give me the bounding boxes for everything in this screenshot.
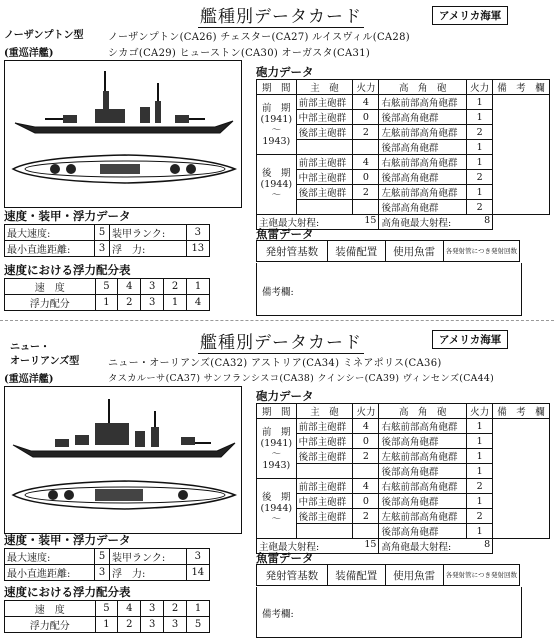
table-row: 後部高角砲群 1 bbox=[257, 524, 550, 539]
col-main-gun: 主 砲 bbox=[296, 404, 353, 419]
col-aa-fire-power: 火力 bbox=[467, 80, 493, 95]
col-aa-gun: 高 角 砲 bbox=[379, 404, 467, 419]
buoyancy-label: 浮 力: bbox=[110, 565, 187, 581]
torpedo-title: 魚雷データ bbox=[256, 551, 314, 565]
navy-label: アメリカ海軍 bbox=[432, 6, 508, 25]
table-row: 後 期 (1944) 〜 前部主砲群 4 右舷前部高角砲群 2 bbox=[257, 479, 550, 494]
torpedo-layout: 装備配置 bbox=[327, 241, 385, 262]
table-row: 後部主砲群 2 左舷前部高角砲群 1 bbox=[257, 449, 550, 464]
card-title: 艦種別データカード bbox=[198, 328, 364, 354]
table-row: 中部主砲群 0 後部高角砲群 1 bbox=[257, 110, 550, 125]
speed-label: 速 度 bbox=[5, 279, 96, 295]
ship-drawing-box bbox=[4, 60, 242, 208]
col-main-gun: 主 砲 bbox=[296, 80, 353, 95]
float-title: 速度における浮力配分表 bbox=[4, 263, 131, 277]
table-row: 後部高角砲群 1 bbox=[257, 464, 550, 479]
stats-title: 速度・装甲・浮力データ bbox=[4, 533, 131, 547]
torpedo-note: 各発射管につき発射回数 bbox=[443, 565, 519, 586]
divider bbox=[0, 320, 554, 321]
ship-type: (重巡洋艦) bbox=[4, 374, 54, 385]
artillery-title: 砲力データ bbox=[256, 65, 314, 79]
artillery-title: 砲力データ bbox=[256, 389, 314, 403]
table-row: 後 期 (1944) 〜 前部主砲群 4 右舷前部高角砲群 1 bbox=[257, 155, 550, 170]
col-aa-gun: 高 角 砲 bbox=[379, 80, 467, 95]
ship-silhouette-icon bbox=[5, 387, 241, 533]
stats-title: 速度・装甲・浮力データ bbox=[4, 209, 131, 223]
col-period: 期 間 bbox=[257, 404, 297, 419]
remarks-box bbox=[256, 263, 522, 316]
max-speed-label: 最大速度: bbox=[5, 225, 95, 241]
armor-value: 3 bbox=[186, 225, 209, 241]
torpedo-layout: 装備配置 bbox=[327, 565, 385, 586]
main-range: 主砲最大射程: 15 bbox=[257, 539, 379, 554]
max-speed-label: 最大速度: bbox=[5, 549, 95, 565]
table-row: 後部主砲群 2 左舷前部高角砲群 2 bbox=[257, 125, 550, 140]
table-row: 後部高角砲群 2 bbox=[257, 200, 550, 215]
table-row: 後部高角砲群 1 bbox=[257, 140, 550, 155]
table-row: 中部主砲群 0 後部高角砲群 1 bbox=[257, 494, 550, 509]
main-gun-group: 前部主砲群 bbox=[296, 95, 353, 110]
float-table: 速 度 5 4 3 2 1 浮力配分 1 2 3 1 4 bbox=[4, 278, 210, 311]
artillery-table bbox=[256, 79, 550, 230]
buoyancy-value: 13 bbox=[186, 241, 209, 257]
data-card-new-orleans bbox=[0, 322, 554, 640]
table-row: 中部主砲群 0 後部高角砲群 1 bbox=[257, 434, 550, 449]
aa-range: 高角砲最大射程: 8 bbox=[379, 215, 493, 230]
table-row: 後部主砲群 2 左舷前部高角砲群 2 bbox=[257, 509, 550, 524]
col-fire-power: 火力 bbox=[353, 404, 379, 419]
col-aa-fire-power: 火力 bbox=[467, 404, 493, 419]
torpedo-table bbox=[256, 564, 520, 586]
remarks-box bbox=[256, 587, 522, 638]
speed-label: 速 度 bbox=[5, 601, 96, 617]
main-fire: 4 bbox=[353, 95, 379, 110]
table-row: 中部主砲群 0 後部高角砲群 2 bbox=[257, 170, 550, 185]
ships-line-1: ニュー・オーリアンズ(CA32) アストリア(CA34) ミネアポリス(CA36) bbox=[108, 358, 442, 369]
min-turn-value: 3 bbox=[95, 241, 110, 257]
alloc-label: 浮力配分 bbox=[5, 295, 96, 311]
ships-line-1: ノーザンプトン(CA26) チェスター(CA27) ルイスヴィル(CA28) bbox=[108, 32, 410, 43]
artillery-table bbox=[256, 403, 550, 554]
float-table: 速 度 5 4 3 2 1 浮力配分 1 2 3 3 5 bbox=[4, 600, 210, 633]
alloc-label: 浮力配分 bbox=[5, 617, 96, 633]
min-turn-label: 最小直進距離: bbox=[5, 241, 95, 257]
min-turn-label: 最小直進距離: bbox=[5, 565, 95, 581]
armor-label: 装甲ランク: bbox=[110, 225, 187, 241]
class-name-line-1: ニュー・ bbox=[10, 342, 50, 353]
armor-label: 装甲ランク: bbox=[110, 549, 187, 565]
ship-silhouette-icon bbox=[5, 61, 241, 207]
table-row: 前 期 (1941) 〜 1943) 前部主砲群 4 右舷前部高角砲群 1 bbox=[257, 419, 550, 434]
data-card-northampton bbox=[0, 0, 554, 318]
col-remarks: 備 考 欄 bbox=[493, 80, 550, 95]
col-fire-power: 火力 bbox=[353, 80, 379, 95]
table-row: 後部主砲群 2 左舷前部高角砲群 1 bbox=[257, 185, 550, 200]
ship-type: (重巡洋艦) bbox=[4, 48, 54, 59]
min-turn-value: 3 bbox=[95, 565, 110, 581]
remarks-cell bbox=[493, 419, 550, 539]
aa-fire: 1 bbox=[467, 95, 493, 110]
torpedo-tubes: 発射管基数 bbox=[257, 241, 328, 262]
ships-line-2: シカゴ(CA29) ヒューストン(CA30) オーガスタ(CA31) bbox=[108, 48, 371, 59]
main-range: 主砲最大射程: 15 bbox=[257, 215, 379, 230]
remarks-label: 備考欄: bbox=[262, 287, 294, 298]
torpedo-type: 使用魚雷 bbox=[385, 565, 443, 586]
armor-value: 3 bbox=[186, 549, 209, 565]
period-early: 前 期 (1941) 〜 1943) bbox=[257, 419, 297, 479]
period-late: 後 期 (1944) 〜 bbox=[257, 479, 297, 539]
torpedo-title: 魚雷データ bbox=[256, 227, 314, 241]
period-late: 後 期 (1944) 〜 bbox=[257, 155, 297, 215]
ships-line-2: タスカルーサ(CA37) サンフランシスコ(CA38) クインシー(CA39) ヴィンセンズ(CA44) bbox=[108, 373, 495, 384]
max-speed-value: 5 bbox=[95, 549, 110, 565]
buoyancy-label: 浮 力: bbox=[110, 241, 187, 257]
stats-table bbox=[4, 548, 210, 581]
period-early: 前 期 (1941) 〜 1943) bbox=[257, 95, 297, 155]
navy-label: アメリカ海軍 bbox=[432, 330, 508, 349]
float-title: 速度における浮力配分表 bbox=[4, 585, 131, 599]
ship-drawing-box bbox=[4, 386, 242, 534]
col-remarks: 備 考 欄 bbox=[493, 404, 550, 419]
table-row bbox=[257, 95, 550, 110]
aa-gun-group: 右舷前部高角砲群 bbox=[379, 95, 467, 110]
card-title: 艦種別データカード bbox=[198, 2, 364, 28]
remarks-cell bbox=[493, 95, 550, 215]
stats-table bbox=[4, 224, 210, 257]
class-name-line-2: オーリアンズ型 bbox=[10, 356, 80, 367]
max-speed-value: 5 bbox=[95, 225, 110, 241]
remarks-label: 備考欄: bbox=[262, 609, 294, 620]
col-period: 期 間 bbox=[257, 80, 297, 95]
torpedo-tubes: 発射管基数 bbox=[257, 565, 328, 586]
buoyancy-value: 14 bbox=[186, 565, 209, 581]
torpedo-note: 各発射管につき発射回数 bbox=[443, 241, 519, 262]
torpedo-type: 使用魚雷 bbox=[385, 241, 443, 262]
aa-range: 高角砲最大射程: 8 bbox=[379, 539, 493, 554]
torpedo-table bbox=[256, 240, 520, 262]
class-name: ノーザンプトン型 bbox=[4, 30, 84, 41]
